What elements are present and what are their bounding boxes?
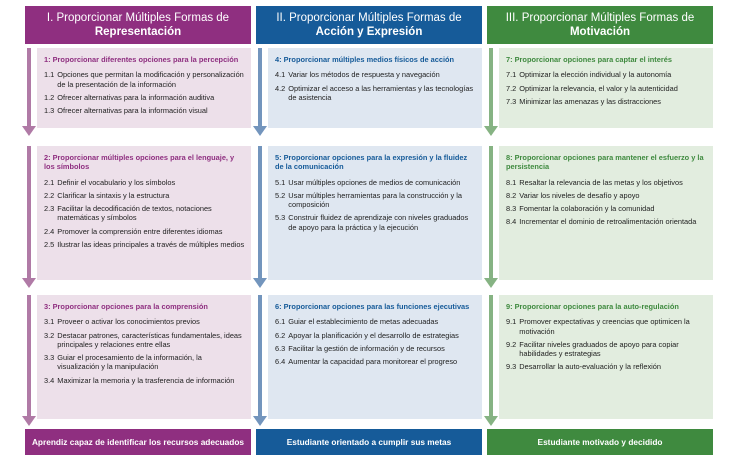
checkpoint-number: 9.2	[506, 339, 517, 349]
down-arrow-icon	[25, 295, 33, 426]
checkpoint-text: Facilitar la gestión de información y de recursos	[288, 343, 445, 353]
checkpoint-text: Guiar el establecimiento de metas adecuadas	[288, 317, 439, 327]
down-arrow-icon	[487, 48, 495, 136]
checkpoint-text: Opciones que permitan la modificación y personalización de la presentación de la información	[57, 70, 244, 89]
checkpoint-text: Desarrollar la auto-evaluación y la reflexión	[519, 362, 662, 372]
guideline-box	[37, 48, 251, 128]
checkpoint-item	[44, 331, 245, 350]
guideline-box	[268, 146, 482, 280]
checkpoint-item	[506, 317, 707, 336]
checkpoint-item	[275, 344, 476, 353]
checkpoint-text: Facilitar niveles graduados de apoyo para copiar habilidades y estrategias	[519, 339, 679, 359]
checkpoint-item	[275, 317, 476, 326]
checkpoint-text: Promover expectativas y creencias que optimicen la motivación	[519, 317, 690, 336]
checkpoint-item	[275, 191, 476, 210]
checkpoint-number: 9.3	[506, 362, 517, 372]
guideline-title: 6: Proporcionar opciones para las funciones ejecutivas	[275, 302, 470, 311]
checkpoint-item	[44, 317, 245, 326]
guideline-title: 4: Proporcionar múltiples medios físicos de acción	[275, 55, 455, 64]
guideline-title: 7: Proporcionar opciones para captar el interés	[506, 55, 672, 64]
checkpoint-text: Maximizar la memoria y la trasferencia de información	[57, 375, 235, 385]
column-footer: Estudiante motivado y decidido	[487, 429, 713, 455]
checkpoint-text: Ofrecer alternativas para la información visual	[57, 106, 208, 116]
header-line1: II. Proporcionar Múltiples Formas de	[276, 12, 462, 24]
column-header	[25, 6, 251, 44]
checkpoint-text: Apoyar la planificación y el desarrollo de estrategias	[288, 330, 459, 340]
checkpoint-text: Guiar el procesamiento de la información, la visualización y la manipulación	[57, 353, 202, 372]
checkpoint-number: 6.4	[275, 357, 286, 367]
checkpoint-text: Fomentar la colaboración y la comunidad	[519, 204, 655, 214]
checkpoint-number: 3.1	[44, 317, 55, 327]
checkpoint-number: 2.2	[44, 190, 55, 200]
checkpoint-item	[44, 70, 245, 89]
checkpoint-number: 4.1	[275, 70, 286, 80]
checkpoint-number: 8.2	[506, 190, 517, 200]
checkpoint-item	[506, 191, 707, 200]
checkpoint-item	[506, 84, 707, 93]
checkpoint-number: 6.3	[275, 343, 286, 353]
guideline-title: 9: Proporcionar opciones para la auto-regulación	[506, 302, 679, 311]
column-header	[487, 6, 713, 44]
checkpoint-text: Resaltar la relevancia de las metas y los objetivos	[519, 177, 683, 187]
checkpoint-text: Aumentar la capacidad para monitorear el progreso	[288, 357, 458, 367]
checkpoint-number: 3.2	[44, 330, 55, 340]
guideline-box	[37, 295, 251, 419]
guideline-title: 3: Proporcionar opciones para la comprensión	[44, 302, 208, 311]
checkpoint-text: Promover la comprensión entre diferentes idiomas	[57, 226, 223, 236]
checkpoint-number: 5.3	[275, 213, 286, 223]
checkpoint-item	[44, 178, 245, 187]
guideline-title: 2: Proporcionar múltiples opciones para el lenguaje, y los símbolos	[44, 153, 235, 172]
checkpoint-item	[44, 106, 245, 115]
checkpoint-item	[506, 204, 707, 213]
checkpoint-text: Minimizar las amenazas y las distracciones	[519, 96, 661, 106]
down-arrow-icon	[256, 48, 264, 136]
guideline-box	[499, 48, 713, 128]
guideline-box	[37, 146, 251, 280]
checkpoint-text: Ilustrar las ideas principales a través de múltiples medios	[57, 240, 245, 250]
guideline-box	[268, 295, 482, 419]
down-arrow-icon	[256, 295, 264, 426]
checkpoint-item	[275, 70, 476, 79]
checkpoint-text: Usar múltiples herramientas para la construcción y la composición	[288, 190, 463, 210]
checkpoint-item	[506, 70, 707, 79]
checkpoint-number: 7.2	[506, 83, 517, 93]
checkpoint-item	[275, 357, 476, 366]
column-accion-expresion	[256, 0, 482, 460]
checkpoint-number: 8.3	[506, 204, 517, 214]
checkpoint-number: 9.1	[506, 317, 517, 327]
checkpoint-number: 8.1	[506, 177, 517, 187]
header-line2: Acción y Expresión	[315, 26, 423, 38]
checkpoint-item	[44, 93, 245, 102]
checkpoint-item	[44, 240, 245, 249]
checkpoint-text: Facilitar la decodificación de textos, notaciones matemáticas y símbolos	[57, 204, 212, 223]
checkpoint-item	[44, 227, 245, 236]
checkpoint-text: Proveer o activar los conocimientos previos	[57, 317, 200, 327]
checkpoint-number: 2.3	[44, 204, 55, 214]
header-line1: I. Proporcionar Múltiples Formas de	[46, 12, 230, 24]
down-arrow-icon	[487, 146, 495, 288]
down-arrow-icon	[25, 146, 33, 288]
column-header	[256, 6, 482, 44]
checkpoint-number: 1.2	[44, 92, 55, 102]
checkpoint-item	[506, 217, 707, 226]
guideline-box	[499, 146, 713, 280]
checkpoint-number: 6.1	[275, 317, 286, 327]
checkpoint-item	[506, 362, 707, 371]
checkpoint-item	[275, 331, 476, 340]
checkpoint-item	[275, 178, 476, 187]
down-arrow-icon	[487, 295, 495, 426]
checkpoint-number: 3.4	[44, 375, 55, 385]
checkpoint-number: 1.3	[44, 106, 55, 116]
checkpoint-item	[44, 376, 245, 385]
guideline-title: 1: Proporcionar diferentes opciones para la percepción	[44, 55, 239, 64]
header-line2: Motivación	[569, 26, 631, 38]
checkpoint-item	[506, 178, 707, 187]
checkpoint-item	[44, 191, 245, 200]
down-arrow-icon	[256, 146, 264, 288]
column-representacion	[25, 0, 251, 460]
column-footer: Estudiante orientado a cumplir sus metas	[256, 429, 482, 455]
down-arrow-icon	[25, 48, 33, 136]
checkpoint-text: Usar múltiples opciones de medios de comunicación	[288, 177, 461, 187]
checkpoint-number: 3.3	[44, 353, 55, 363]
guideline-box	[268, 48, 482, 128]
checkpoint-text: Variar los métodos de respuesta y navegación	[288, 70, 440, 80]
checkpoint-text: Incrementar el dominio de retroalimentación orientada	[519, 217, 697, 227]
checkpoint-text: Optimizar el acceso a las herramientas y las tecnologías de asistencia	[288, 83, 474, 102]
checkpoint-number: 2.4	[44, 226, 55, 236]
checkpoint-number: 2.5	[44, 240, 55, 250]
checkpoint-number: 5.1	[275, 177, 286, 187]
checkpoint-item	[506, 340, 707, 359]
checkpoint-text: Variar los niveles de desafío y apoyo	[519, 190, 640, 200]
checkpoint-item	[506, 97, 707, 106]
checkpoint-number: 5.2	[275, 190, 286, 200]
checkpoint-number: 1.1	[44, 70, 55, 80]
guideline-title: 5: Proporcionar opciones para la expresión y la fluidez de la comunicación	[275, 153, 468, 172]
column-motivacion	[487, 0, 713, 460]
checkpoint-text: Ofrecer alternativas para la información auditiva	[57, 92, 215, 102]
header-line2: Representación	[94, 26, 182, 38]
checkpoint-text: Construir fluidez de aprendizaje con niveles graduados de apoyo para la práctica y la ejecución	[288, 213, 469, 232]
checkpoint-text: Clarificar la sintaxis y la estructura	[57, 190, 170, 200]
checkpoint-number: 7.1	[506, 70, 517, 80]
checkpoint-item	[275, 213, 476, 232]
checkpoint-number: 7.3	[506, 96, 517, 106]
checkpoint-item	[44, 353, 245, 372]
checkpoint-number: 6.2	[275, 330, 286, 340]
header-line1: III. Proporcionar Múltiples Formas de	[505, 12, 695, 24]
checkpoint-text: Optimizar la elección individual y la autonomía	[519, 70, 672, 80]
column-footer: Aprendiz capaz de identificar los recursos adecuados	[25, 429, 251, 455]
checkpoint-text: Destacar patrones, características fundamentales, ideas principales y relaciones entre ellas	[57, 330, 242, 349]
checkpoint-number: 2.1	[44, 177, 55, 187]
checkpoint-number: 4.2	[275, 83, 286, 93]
checkpoint-item	[44, 204, 245, 223]
checkpoint-text: Definir el vocabulario y los símbolos	[57, 177, 176, 187]
checkpoint-number: 8.4	[506, 217, 517, 227]
guideline-box	[499, 295, 713, 419]
checkpoint-item	[275, 84, 476, 103]
guideline-title: 8: Proporcionar opciones para mantener el esfuerzo y la persistencia	[506, 153, 704, 172]
checkpoint-text: Optimizar la relevancia, el valor y la autenticidad	[519, 83, 678, 93]
